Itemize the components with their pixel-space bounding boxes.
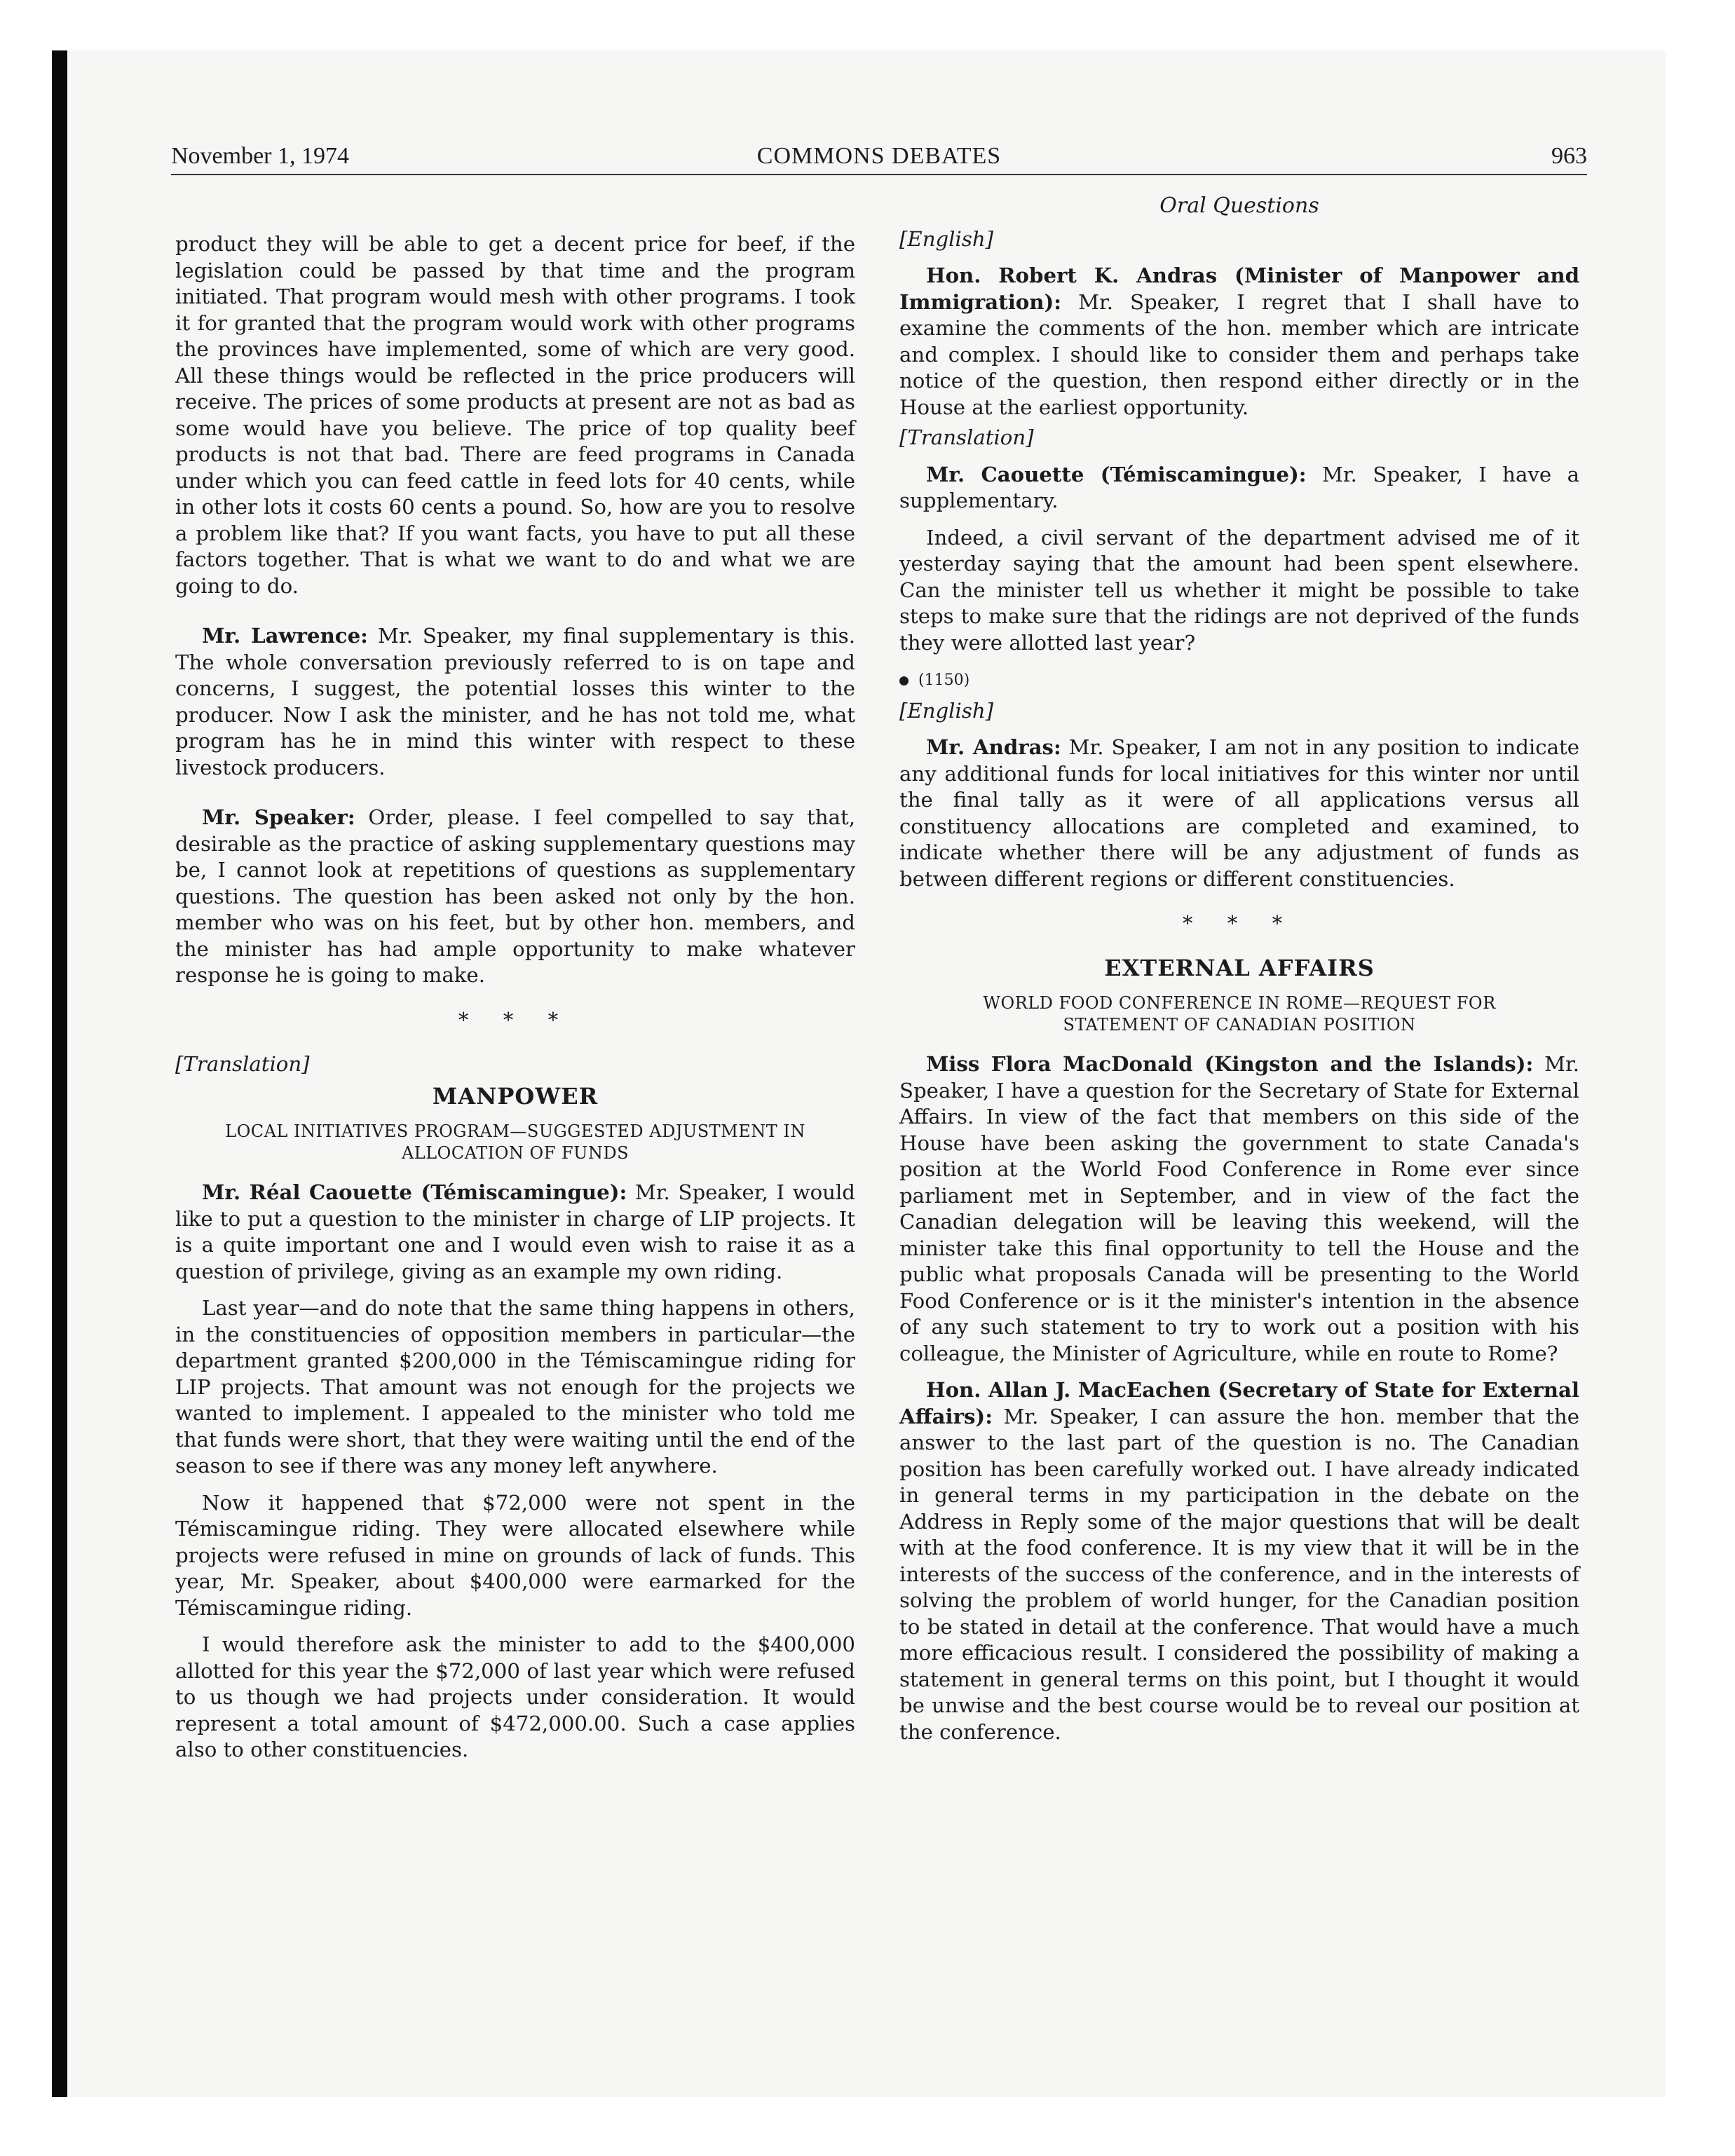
header-date: November 1, 1974	[171, 143, 350, 169]
paragraph: Hon. Robert K. Andras (Minister of Manpower and Immigration): Mr. Speaker, I regret that I shall have to examine the comments of the hon. member which are intricate and complex. I should like to consider them and perhaps take notice of the question, then respond either directly or in the House at the earliest opportunity.	[899, 264, 1579, 419]
paragraph: Last year—and do note that the same thing happens in others, in the constituencies of opposition members in particular—the department granted $200,000 in the Témiscamingue riding for LIP projects. That amount was not enough for the projects we wanted to implement. I appealed to the minister who told me that funds were short, that they were waiting until the end of the season to see if there was any money left anywhere.	[175, 1296, 855, 1478]
paragraph: product they will be able to get a decent price for beef, if the legislation could be passed by that time and the program initiated. That program would mesh with other programs. I took it for granted that the program would work with other programs the provinces have implemented, some of which are very good. All these things would be reflected in the price producers will receive. The prices of some products at present are not as bad as some would have you believe. The price of top quality beef products is not that bad. There are feed programs in Canada under which you can feed cattle in feed lots for 40 cents, while in other lots it costs 60 cents a pound. So, how are you to resolve a problem like that? If you want facts, you have to put all these factors together. That is what we want to do and what we are going to do.	[175, 232, 855, 598]
speaker-name: Mr. Andras:	[926, 735, 1061, 759]
paragraph: Mr. Speaker: Order, please. I feel compelled to say that, desirable as the practice of asking supplementary questions may be, I cannot look at repetitions of questions as supplementary questions. The question has been asked not only by the hon. member who was on his feet, but by other hon. members, and the minister has had ample opportunity to make whatever response he is going to make.	[175, 805, 855, 987]
speaker-name: Hon. Robert K. Andras (Minister of Manpower and Immigration):	[899, 264, 1579, 314]
header-title: COMMONS DEBATES	[756, 143, 1002, 169]
language-note: [English]	[899, 698, 994, 723]
right-column	[899, 193, 1579, 1745]
speaker-name: Mr. Caouette (Témiscamingue):	[926, 462, 1307, 486]
section-heading: MANPOWER	[432, 1082, 599, 1110]
section-separator: * * *	[1182, 911, 1297, 935]
speaker-name: Mr. Réal Caouette (Témiscamingue):	[202, 1180, 627, 1204]
running-title: Oral Questions	[1159, 193, 1319, 218]
paragraph: Mr. Lawrence: Mr. Speaker, my final supplementary is this. The whole conversation previously referred to is on tape and concerns, I suggest, the potential losses this winter to the producer. Now I ask the minister, and he has not told me, what program has he in mind this winter with respect to these livestock producers.	[175, 624, 855, 779]
language-note: [Translation]	[175, 1052, 310, 1076]
subsection-heading: LOCAL INITIATIVES PROGRAM—SUGGESTED ADJUSTMENT IN ALLOCATION OF FUNDS	[225, 1121, 805, 1163]
language-note: [English]	[899, 226, 994, 251]
paragraph: I would therefore ask the minister to add to the $400,000 allotted for this year the $72,000 of last year which were refused to us though we had projects under consideration. It would represent a total amount of $472,000.00. Such a case applies also to other constituencies.	[175, 1632, 855, 1761]
bullet-dot-icon	[899, 676, 909, 685]
paragraph: Indeed, a civil servant of the department advised me of it yesterday saying that the amount had been spent elsewhere. Can the minister tell us whether it might be possible to take steps to make sure that the ridings are not deprived of the funds they were allotted last year?	[899, 525, 1579, 655]
speaker-name: Miss Flora MacDonald (Kingston and the Islands):	[926, 1052, 1534, 1076]
subsection-heading: WORLD FOOD CONFERENCE IN ROME—REQUEST FOR STATEMENT OF CANADIAN POSITION	[983, 993, 1496, 1035]
section-separator: * * *	[458, 1007, 573, 1032]
paragraph: Mr. Caouette (Témiscamingue): Mr. Speaker, I have a supplementary.	[899, 462, 1579, 512]
paragraph: Miss Flora MacDonald (Kingston and the Islands): Mr. Speaker, I have a question for the Secretary of State for External Affairs. In view of the fact that members on this side of the House have been asking the government to state Canada's position at the World Food Conference in Rome ever since parliament met in September, and in view of the fact the Canadian delegation will be leaving this weekend, will the minister take this final opportunity to tell the House and the public what proposals Canada will be presenting to the World Food Conference or is it the minister's intention in the absence of any such statement to try to work out a position with his colleague, the Minister of Agriculture, while en route to Rome?	[899, 1052, 1579, 1365]
speaker-name: Mr. Lawrence:	[202, 624, 368, 648]
paragraph: Mr. Andras: Mr. Speaker, I am not in any position to indicate any additional funds for local initiatives for this winter nor until the final tally as it were of all applications versus all constituency allocations are completed and examined, to indicate whether there will be any adjustment of funds as between different regions or different constituencies.	[899, 735, 1579, 891]
language-note: [Translation]	[899, 425, 1034, 449]
paragraph: Mr. Réal Caouette (Témiscamingue): Mr. Speaker, I would like to put a question to the minister in charge of LIP projects. It is a quite important one and I would even wish to raise it as a question of privilege, giving as an example my own riding.	[175, 1180, 855, 1283]
speaker-name: Mr. Speaker:	[202, 805, 355, 829]
left-column	[175, 231, 855, 1763]
paragraph: Now it happened that $72,000 were not spent in the Témiscamingue riding. They were allocated elsewhere while projects were refused in mine on grounds of lack of funds. This year, Mr. Speaker, about $400,000 were earmarked for the Témiscamingue riding.	[175, 1490, 855, 1620]
scan-edge	[52, 50, 67, 2097]
header-page-number: 963	[1551, 143, 1587, 169]
section-heading: EXTERNAL AFFAIRS	[1104, 954, 1375, 981]
time-marker: (1150)	[899, 667, 1579, 694]
paragraph: Hon. Allan J. MacEachen (Secretary of State for External Affairs): Mr. Speaker, I can assure the hon. member that the answer to the last part of the question is no. The Canadian position has been carefully worked out. I have already indicated in general terms in my participation in the debate on the Address in Reply some of the major questions that will be dealt with at the food conference. It is my view that it will be in the interests of the success of the conference, and in the interests of solving the problem of world hunger, for the Canadian position to be stated in detail at the conference. That would have a much more efficacious result. I considered the possibility of making a statement in general terms on this point, but I thought it would be unwise and the best course would be to reveal our position at the conference.	[899, 1378, 1579, 1744]
page-header	[171, 137, 1587, 175]
speaker-name: Hon. Allan J. MacEachen (Secretary of State for External Affairs):	[899, 1378, 1579, 1428]
